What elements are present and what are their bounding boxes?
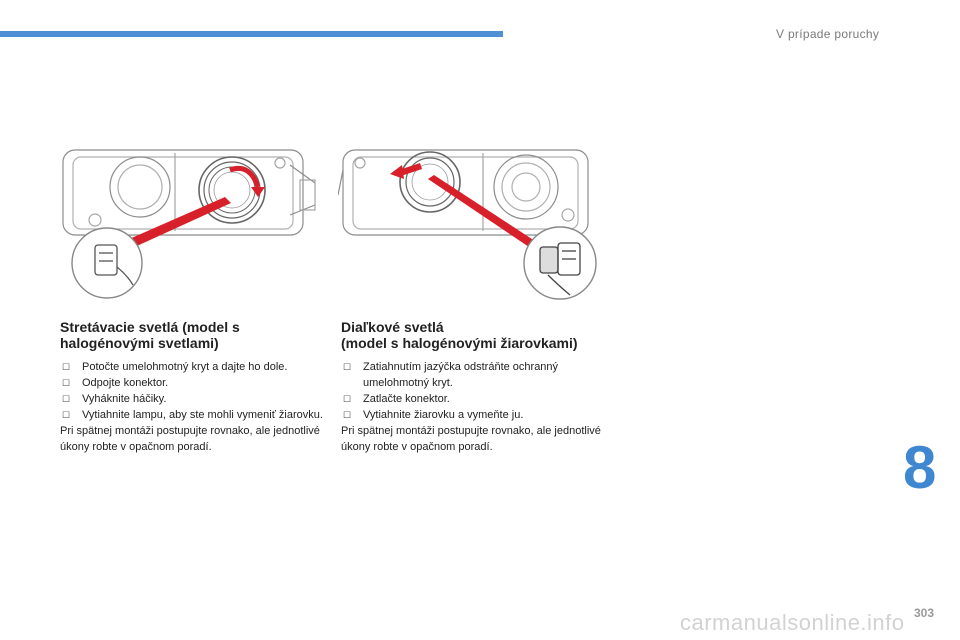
reassembly-note: Pri spätnej montáži postupujte rovnako, ale jednotlivé úkony robte v opačnom poradí.	[341, 425, 601, 453]
reassembly-note: Pri spätnej montáži postupujte rovnako, ale jednotlivé úkony robte v opačnom poradí.	[60, 425, 320, 453]
checkbox-icon: ☐	[62, 410, 71, 420]
list-item: ☐ Vytiahnite lampu, aby ste mohli vymeniť žiarovku.	[62, 409, 323, 421]
section-title: Stretávacie svetlá (model s halogénovými svetlami)	[60, 319, 240, 351]
low-beam-headlamp-illustration	[55, 135, 320, 305]
checkbox-icon: ☐	[343, 362, 352, 372]
checkbox-icon: ☐	[62, 394, 71, 404]
detail-magnifier	[524, 227, 596, 299]
step-list	[60, 359, 330, 423]
list-item: ☐ Odpojte konektor.	[62, 377, 169, 389]
list-item: ☐ Zatlačte konektor.	[343, 393, 450, 405]
watermark: carmanualsonline.info	[680, 610, 905, 635]
list-item: ☐ Potočte umelohmotný kryt a dajte ho dole.	[62, 361, 288, 373]
page-number: 303	[914, 606, 935, 620]
step-list	[341, 359, 611, 423]
list-item: ☐ Zatiahnutím jazýčka odstráňte ochranný umelohmotný kryt.	[343, 361, 559, 389]
cover-rings	[400, 152, 460, 212]
section-title: Diaľkové svetlá (model s halogénovými žiarovkami)	[341, 319, 578, 351]
high-beam-headlamp-illustration	[338, 135, 603, 305]
checkbox-icon: ☐	[62, 362, 71, 372]
checkbox-icon: ☐	[62, 378, 71, 388]
section-low-beam	[60, 319, 330, 455]
chapter-color-bar	[0, 31, 503, 37]
list-item: ☐ Vyháknite háčiky.	[62, 393, 167, 405]
chapter-title: V prípade poruchy	[776, 27, 880, 41]
checkbox-icon: ☐	[343, 410, 352, 420]
list-item: ☐ Vytiahnite žiarovku a vymeňte ju.	[343, 409, 524, 421]
chapter-number: 8	[903, 434, 937, 501]
section-high-beam	[341, 319, 611, 455]
detail-magnifier	[72, 228, 142, 298]
checkbox-icon: ☐	[343, 394, 352, 404]
